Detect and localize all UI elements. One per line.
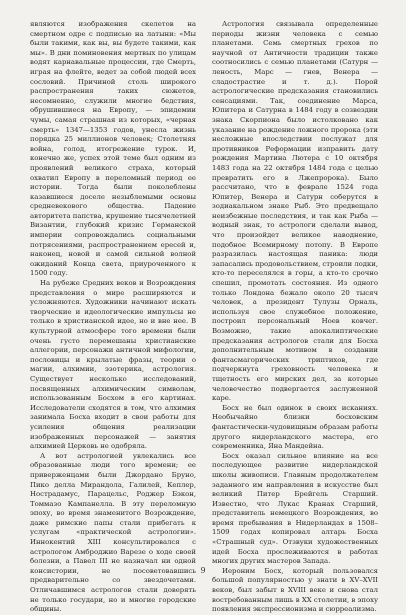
paragraph: На рубеже Средних веков и Возрождения представления о мире расширяются и усложняются. Художники начинают искать творческие и идеологические импульсы не только в христианской идее, но и вне нее. В культурной атмосфере того времени были очень густо перемешаны христианские аллегории, персонажи античной мифологии, пословицы и крылатые фразы, теории о магии, алхимии, эзотерика, астрология. Существует несколько исследований, посвященных алхимическим символам, использованным Босхом в его картинах. Исследователи сходятся в том, что алхимия занимала Босха входит в свои работы для усиления общения реализации изображенных персонажей — занятия алхимией Церковь не одобряла. <box>30 279 196 451</box>
paragraph: являются изображения скелетов на смертном одре с подписью на латыни: «Мы были такими, как вы, вы будете такими, как мы». В дни поминовения мертвых по улицам водят карнавальные процессии, где Смерть, играя на флейте, ведет за собой людей всех сословий. Причиной столь широкого распространения таких сюжетов, несомненно, служили многие бедствия, обрушившиеся на Европу, — эпидемии чумы, самая страшная из которых, «черная смерть» 1347—1353 годов, унесла жизнь порядка 25 миллионов человек; Столетняя война, голод, итогрежение турок. И, конечно же, успех этой теме был одним из проявлений великого страха, который охватил Европу в переломный период ее истории. Тогда были поколеблены казавшиеся доселе незыблемыми основы средневекового общества. Падение авторитета папства, крушение тысячелетней Византии, глубокий кризис Германской империи сопровождались социальными потрясениями, распространением ересей и, наконец, новой и самой сильной волной ожиданий Конца света, приуроченного к 1500 году. <box>30 20 196 278</box>
paragraph: Босх не был одинок в своих исканиях. Необычайно близки босховским фантастически-чудовищным образам работы другого нидерландского мастера, его современника, Яна Мандейна. <box>212 403 378 451</box>
paragraph: Босх оказал сильное влияние на все последующее развитие нидерландской школы живописи. Главным продолжателем заданного им направления в искусстве был великий Питер Брейгель Старший. Известно, что Лукас Кранах Старший, представитель немецкого Возрождения, во время пребывания в Нидерландах в 1508–1509 годах копировал алтарь Босха «Страшный суд». Отзвуки художественных идей Босха прослеживаются в работах многих других мастеров Запада. <box>212 451 378 566</box>
page-number: 9 <box>200 566 206 575</box>
left-column <box>30 20 196 615</box>
right-column <box>212 20 378 615</box>
text-columns <box>30 20 378 615</box>
paragraph: Астрология связывала определенные периоды жизни человека с семью планетами. Семь смертных грехов по научной от Античности традиции также соотносились с семью планетами (Сатурн — леность, Марс — гнев, Венера — сладострастие и т. д.). Порой астрологические предсказания становились сенсациями. Так, соединение Марса, Юпитера и Сатурна в 1484 году в созвездии знака Скорпиона было истолковано как указание на рождение ложного пророка (эти несложные впоследствии послужат для противников Реформации изправить дату рождения Мартина Лютера с 10 октября 1483 года на 22 октября 1484 года с целью превратить его в Лжепророка). Было рассчитано, что в феврале 1524 года Юпитер, Венера и Сатурн соберутся в зодиакальном знаке Рыб. Это предвещало неизбежные последствия, и так как Рыба — водный знак, то астрологи сделали вывод, что произойдет великое наводнение, подобное Всемирному потопу. В Европе разразилась настоящая паника: люди запасались продовольствием, строили лодки, кто-то переселялся в горы, а кто-то срочно спешил, промотать состояния. Из одного только Лондона бежало около 20 тысяч человек, а президент Тулузы Орналь, используя свое служебное положение, построил персональный Ноев ковчег. Возможно, такие апокалиптические предсказания астрологов стали для Босха дополнительным мотивом в создании фантасмагорических триптихов, где подчеркнута греховность человека и тщетность его мирских дел, за которые человечество подвергается заслуженной каре. <box>212 20 378 403</box>
paragraph: Иероним Босх, который пользовался большой популярностью у знати в XV–XVII веков, был забыт в XVIII веке и снова стал востребованным лишь в XX столетии, в эпоху появления экспрессионизма и сюрреализма. <box>212 566 378 614</box>
paragraph: А вот астрологией увлекались все образованные люди того времени; ее приверженцами были Джордано Бруно, Пико делла Мирандола, Галилей, Кеплер, Нострадамус, Парацельс, Роджер Бэкон, Томмазо Кампанелла. В эту переломную эпоху, во время знаменитого Возрождение, даже римские папы стали прибегать к услугам «практической астрологии». Иннокентий XIII консультировался с астрологом Амброджио Варезе о ходе своей болезни, а Павел III не назначал ни одной консистории, не посоветовавшись предварительно со звездочетами. Отличавшимся астрологов стали доверять не только государи, но и многие городские общины. <box>30 451 196 614</box>
